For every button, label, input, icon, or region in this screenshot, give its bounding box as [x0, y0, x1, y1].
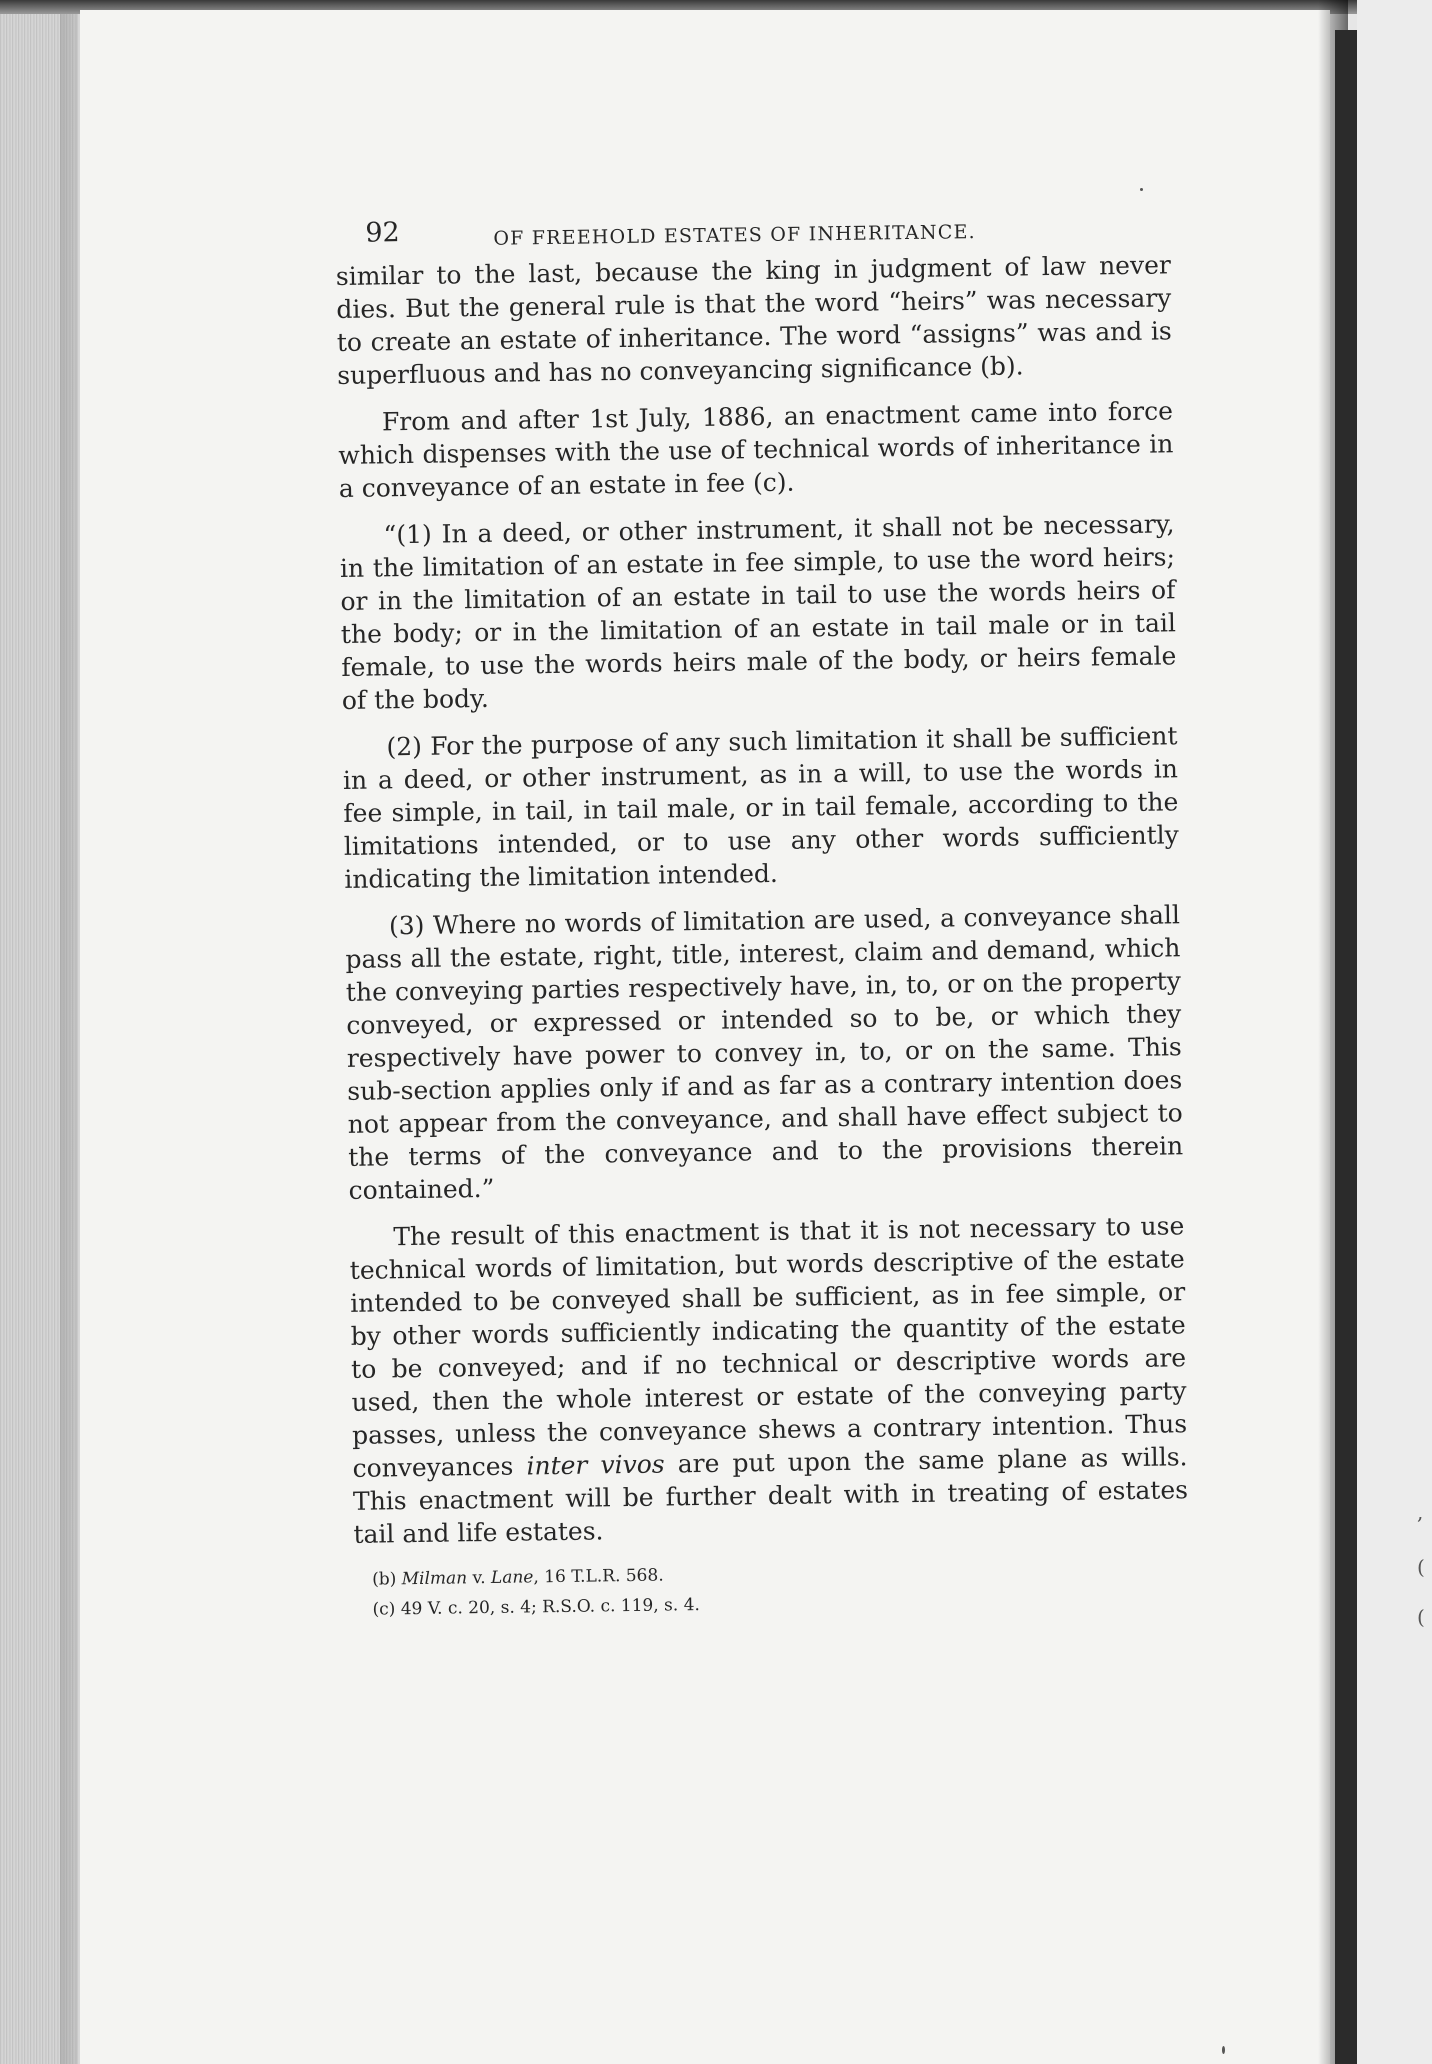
paragraph-subsection-3: (3) Where no words of limitation are used, a conveyance shall pass all the estate, right, title, interest, claim and demand, which the conveying parties respectively have, in, to, or on the property conveyed, or expressed or intended so to be, or which they respectively have power to convey in, to, or on the same. This sub-section applies only if and as far as a contrary intention does not appear from the conveyance, and shall have effect subject to the terms of the conveyance and to the provisions therein contained.”	[345, 900, 1184, 1205]
footnote-mark: (c)	[372, 1599, 396, 1620]
footnote-mark: (b)	[371, 1569, 397, 1590]
adjacent-page-glyph: (	[1417, 1605, 1425, 1629]
paragraph-result-text-1: The result of this enactment is that it is not necessary to use technical words of limitation, but words descriptive of the estate intended to be conveyed shall be sufficient, as in fee simple, or by other words sufficiently indicating the quantity of the estate to be conveyed; and if no technical or descriptive words are used, then the whole interest or estate of the conveying party passes, unless the conveyance shews a contrary intention. Thus conveyances	[349, 1211, 1188, 1483]
footnote-party: Lane	[490, 1567, 534, 1588]
footnotes	[354, 1553, 1190, 1625]
adjacent-page-sliver	[1357, 0, 1432, 2064]
adjacent-page-glyph: (	[1417, 1555, 1425, 1579]
footnote-citation: , 16 T.L.R. 568.	[533, 1565, 664, 1588]
adjacent-page-glyph: ,	[1417, 1500, 1424, 1524]
page-number: 92	[365, 217, 400, 249]
paragraph-enactment-intro: From and after 1st July, 1886, an enactment came into force which dispenses with the use of technical words of inheritance in a conveyance of an estate in fee (c).	[338, 396, 1174, 503]
paragraph-subsection-1: “(1) In a deed, or other instrument, it shall not be necessary, in the limitation of an estate in fee simple, to use the word heirs; or in the limitation of an estate in tail to use the words heirs of the body; or in the limitation of an estate in tail male or in tail female, to use the words heirs male of the body, or heirs female of the body.	[339, 509, 1177, 715]
paragraph-subsection-2: (2) For the purpose of any such limitation it shall be sufficient in a deed, or other instrument, as in a will, to use the words in fee simple, in tail, in tail male, or in tail female, according to the limitations intended, or to use any other words sufficiently indicating the limitation intended.	[342, 721, 1180, 894]
paragraph-result-italic: inter vivos	[526, 1449, 665, 1481]
running-title: OF FREEHOLD ESTATES OF INHERITANCE.	[493, 221, 977, 250]
footnote-text: 49 V. c. 20, s. 4; R.S.O. c. 119, s. 4.	[400, 1595, 700, 1620]
footnote-case-name: Milman	[401, 1568, 468, 1590]
scan-speck	[1140, 188, 1143, 191]
paragraph-result-text-2: are put upon the same plane as wills. This enactment will be further dealt with in treating of estates tail and life estates.	[352, 1442, 1189, 1549]
paragraph-result	[349, 1209, 1189, 1551]
binding-edge	[1335, 30, 1357, 2064]
paragraph-continued: similar to the last, because the king in judgment of law never dies. But the general rule is that the word “heirs” was necessary to create an estate of inheritance. The word “assigns” was and is superfluous and has no conveyancing significance (b).	[335, 250, 1172, 390]
footnote-versus: v.	[467, 1567, 492, 1589]
page-content	[335, 198, 1190, 1625]
scan-speck	[1222, 2046, 1225, 2054]
